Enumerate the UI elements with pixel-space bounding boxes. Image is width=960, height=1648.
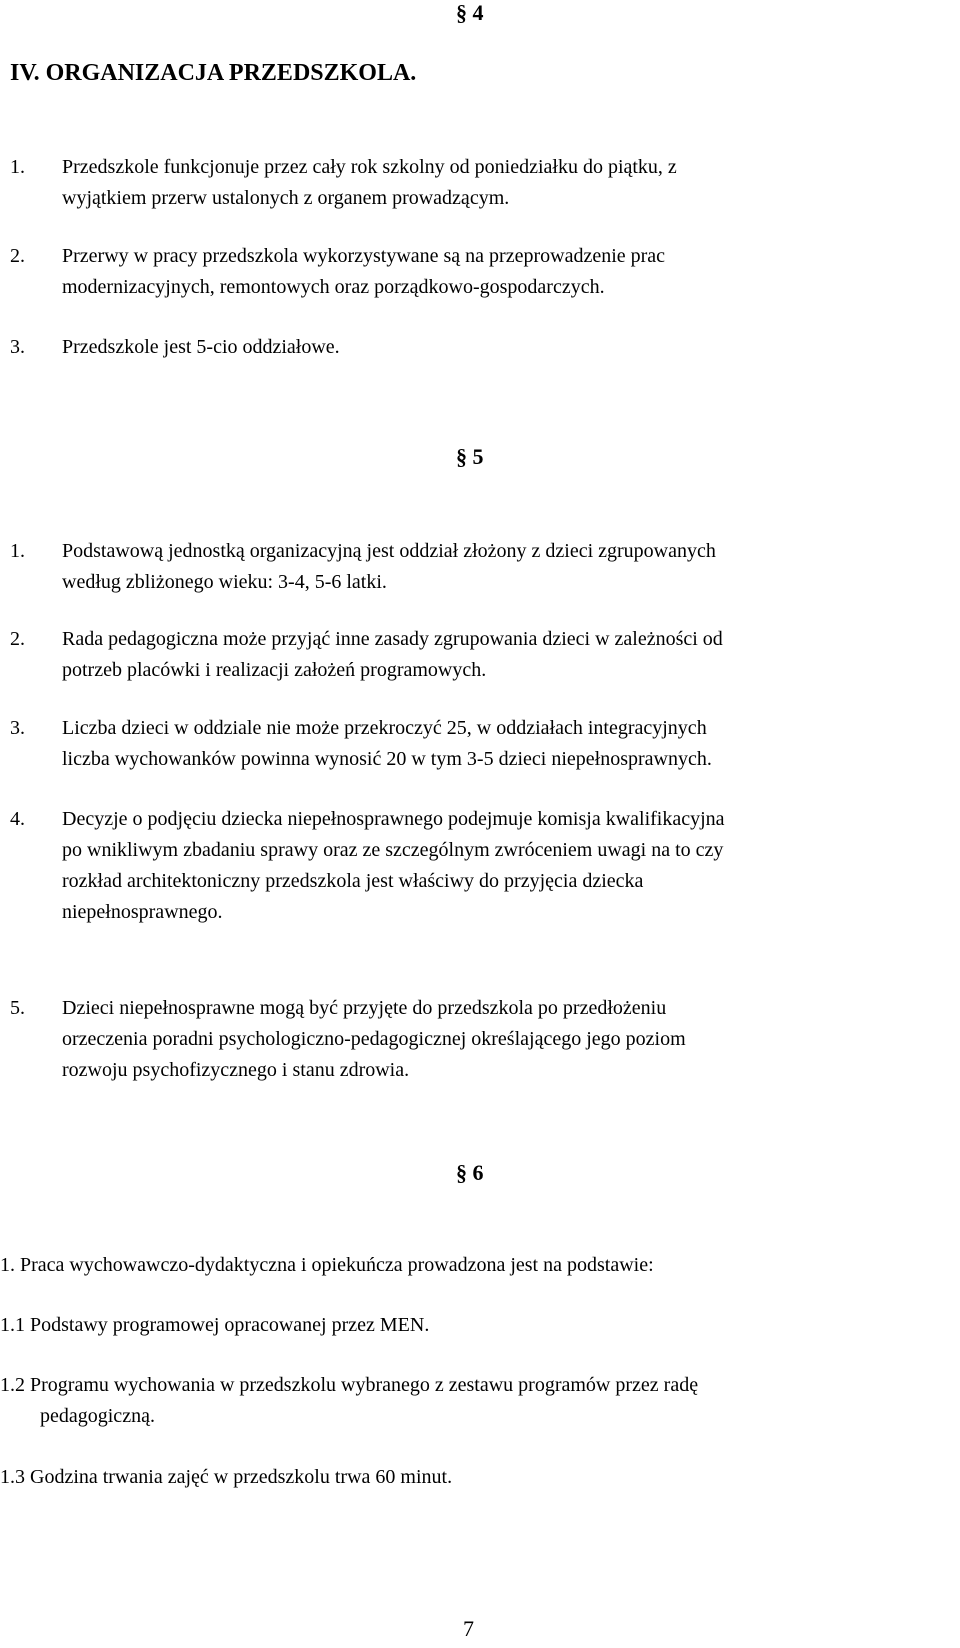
item-number: 5. xyxy=(10,997,25,1019)
item-text xyxy=(62,713,932,775)
section-6-list xyxy=(0,1250,960,1510)
item-line: pedagogiczną. xyxy=(40,1405,155,1427)
item-line: Liczba dzieci w oddziale nie może przekroczyć 25, w oddziałach integracyjnych xyxy=(62,717,707,739)
item-text xyxy=(62,536,932,598)
item-line: rozkład architektoniczny przedszkola jest właściwy do przyjęcia dziecka xyxy=(62,870,644,892)
item-text xyxy=(62,152,932,214)
item-line: modernizacyjnych, remontowych oraz porządkowo-gospodarczych. xyxy=(62,276,605,298)
item-line: liczba wychowanków powinna wynosić 20 w tym 3-5 dzieci niepełnosprawnych. xyxy=(62,748,712,770)
item-line: Przedszkole funkcjonuje przez cały rok szkolny od poniedziałku do piątku, z xyxy=(62,156,677,178)
section-5-list xyxy=(0,536,960,1096)
section-5-marker: § 5 xyxy=(456,444,484,469)
item-number: 1. xyxy=(10,156,25,178)
item-text xyxy=(62,624,932,686)
section-6-marker: § 6 xyxy=(456,1160,484,1185)
item-number: 3. xyxy=(10,336,25,358)
item-line: 1.2 Programu wychowania w przedszkolu wybranego z zestawu programów przez radę xyxy=(0,1374,699,1396)
item-line: potrzeb placówki i realizacji założeń programowych. xyxy=(62,659,487,681)
item-number: 2. xyxy=(10,628,25,650)
list-item: 1. Praca wychowawczo-dydaktyczna i opiekuńcza prowadzona jest na podstawie: xyxy=(0,1254,654,1276)
item-number: 2. xyxy=(10,245,25,267)
item-text xyxy=(62,993,932,1086)
item-number: 4. xyxy=(10,808,25,830)
item-number: 3. xyxy=(10,717,25,739)
item-line: niepełnosprawnego. xyxy=(62,901,223,923)
section-4-marker: § 4 xyxy=(456,0,484,25)
page-number: 7 xyxy=(463,1616,474,1641)
chapter-heading: IV. ORGANIZACJA PRZEDSZKOLA. xyxy=(10,60,417,86)
item-line: wyjątkiem przerw ustalonych z organem prowadzącym. xyxy=(62,187,510,209)
item-line: Przerwy w pracy przedszkola wykorzystywane są na przeprowadzenie prac xyxy=(62,245,666,267)
list-item: 1.3 Godzina trwania zajęć w przedszkolu trwa 60 minut. xyxy=(0,1466,453,1488)
item-number: 1. xyxy=(10,540,25,562)
list-item xyxy=(0,1370,960,1432)
item-line: Dzieci niepełnosprawne mogą być przyjęte do przedszkola po przedłożeniu xyxy=(62,997,667,1019)
item-line: Rada pedagogiczna może przyjąć inne zasady zgrupowania dzieci w zależności od xyxy=(62,628,723,650)
item-line: Podstawową jednostką organizacyjną jest oddział złożony z dzieci zgrupowanych xyxy=(62,540,716,562)
item-line: Decyzje o podjęciu dziecka niepełnosprawnego podejmuje komisja kwalifikacyjna xyxy=(62,808,725,830)
item-text xyxy=(62,804,932,928)
item-line: Przedszkole jest 5-cio oddziałowe. xyxy=(62,336,340,358)
item-line: rozwoju psychofizycznego i stanu zdrowia. xyxy=(62,1059,410,1081)
section-4-list xyxy=(0,152,960,372)
list-item: 1.1 Podstawy programowej opracowanej przez MEN. xyxy=(0,1314,430,1336)
item-line: po wnikliwym zbadaniu sprawy oraz ze szczególnym zwróceniem uwagi na to czy xyxy=(62,839,724,861)
item-line: według zbliżonego wieku: 3-4, 5-6 latki. xyxy=(62,571,387,593)
item-text xyxy=(62,332,932,363)
item-text xyxy=(62,241,932,303)
item-line: orzeczenia poradni psychologiczno-pedagogicznej określającego jego poziom xyxy=(62,1028,686,1050)
